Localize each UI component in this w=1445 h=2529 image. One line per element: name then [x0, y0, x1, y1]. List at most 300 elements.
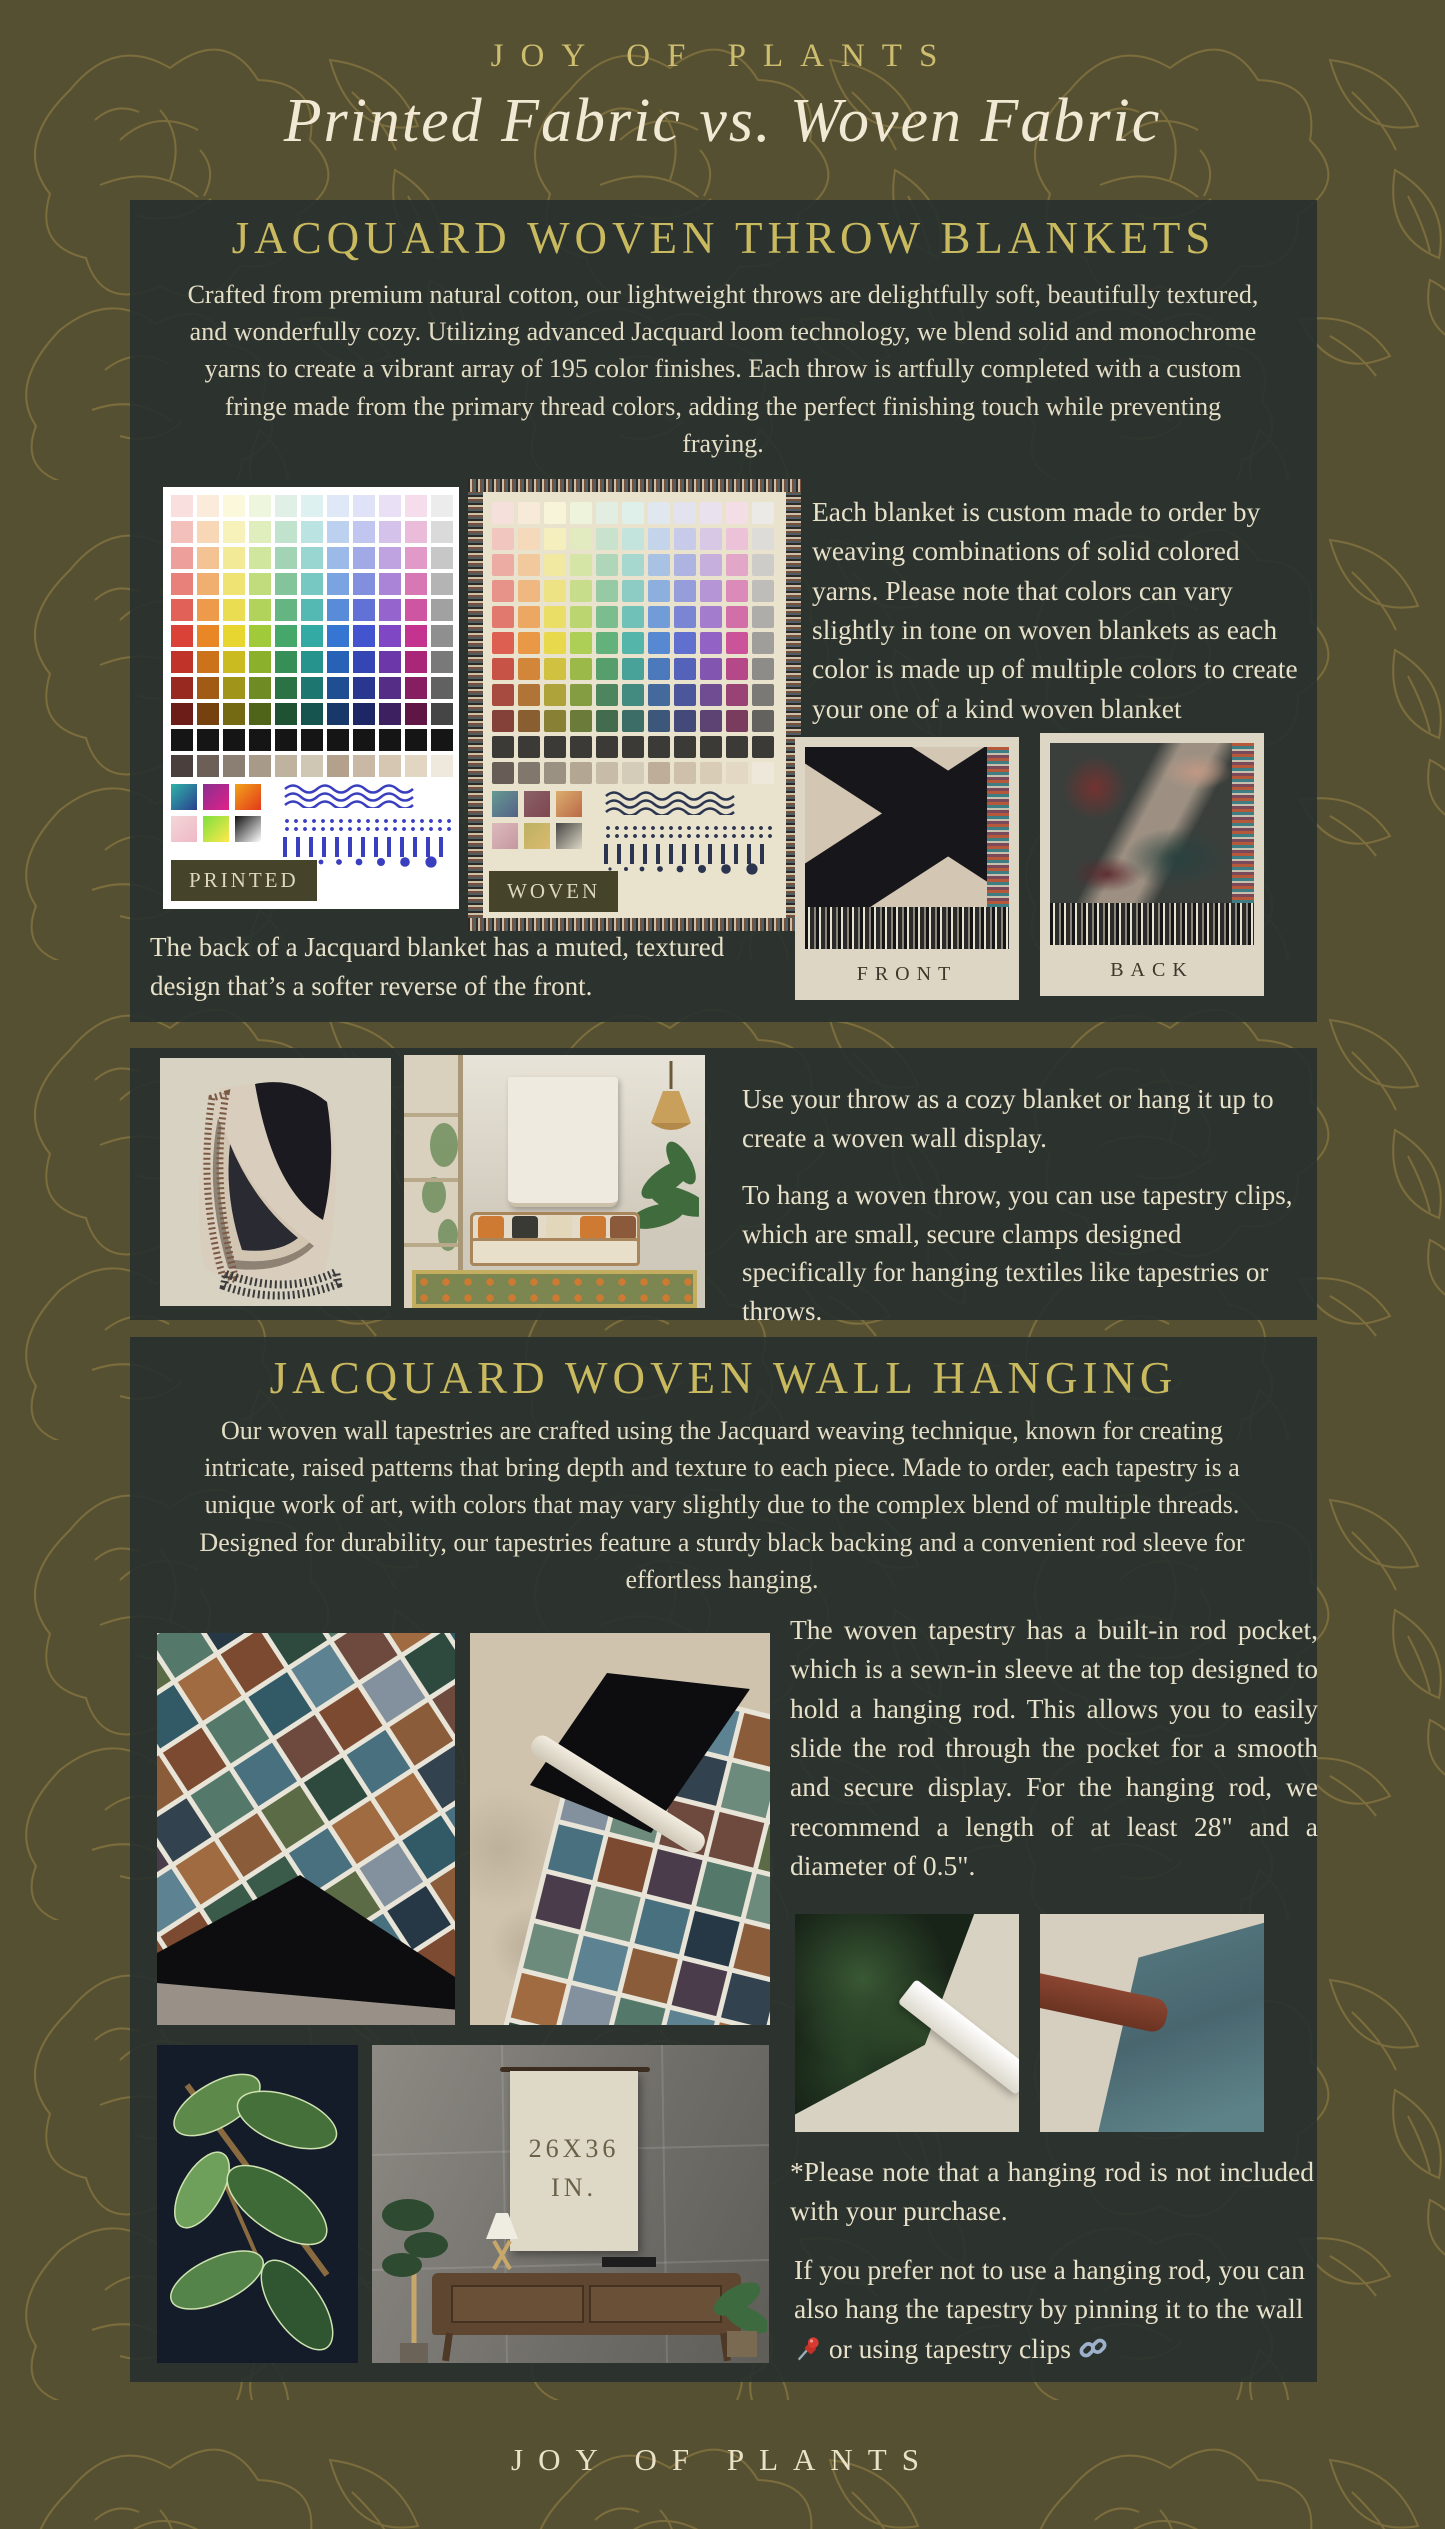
color-swatch [171, 651, 193, 673]
tapestry-tile [721, 1762, 770, 1818]
rod-pocket-wood-rod-image [1040, 1914, 1264, 2132]
color-swatch [674, 502, 696, 524]
color-swatch [518, 632, 540, 654]
color-swatch [570, 632, 592, 654]
color-swatch [492, 580, 514, 602]
fringe-top [468, 479, 801, 492]
color-swatch [301, 599, 323, 621]
gradient-swatch [203, 816, 229, 842]
tapestry-tile [523, 1923, 579, 1979]
color-swatch [648, 580, 670, 602]
pillow [610, 1216, 636, 1240]
printed-label: PRINTED [171, 860, 317, 901]
color-swatch [570, 528, 592, 550]
color-swatch [700, 632, 722, 654]
throw-blankets-intro: Crafted from premium natural cotton, our lightweight throws are delightfully soft, beautifully textured, and wonderfully cozy. Utilizing advanced Jacquard loom technology, we blend solid and monochrome yarns to create a vibrant array of 195 color finishes. Each throw is artfully completed with a custom fringe made from the primary thread colors, adding the perfect finishing touch while preventing fraying. [187, 280, 1259, 458]
color-swatch [596, 606, 618, 628]
color-swatch [431, 703, 453, 725]
size-unit: IN. [551, 2173, 597, 2202]
color-swatch [301, 521, 323, 543]
color-swatch [353, 573, 375, 595]
color-swatch [752, 736, 774, 758]
color-swatch [405, 495, 427, 517]
color-swatch [275, 625, 297, 647]
color-swatch [379, 625, 401, 647]
color-swatch [648, 658, 670, 680]
color-swatch [197, 599, 219, 621]
tapestry-tile [573, 1936, 629, 1992]
color-swatch [197, 651, 219, 673]
color-swatch [648, 606, 670, 628]
color-swatch [544, 606, 566, 628]
alternative-hanging-note [794, 2250, 1316, 2368]
gradient-swatch [235, 784, 261, 810]
color-swatch [518, 710, 540, 732]
color-swatch [700, 502, 722, 524]
color-swatch [544, 580, 566, 602]
color-swatch [431, 625, 453, 647]
back-label: BACK [1110, 959, 1194, 981]
color-swatch [431, 755, 453, 777]
color-swatch [223, 599, 245, 621]
color-swatch [700, 762, 722, 784]
color-swatch [327, 729, 349, 751]
color-swatch [405, 703, 427, 725]
color-swatch [171, 755, 193, 777]
rod-not-included-note: *Please note that a hanging rod is not included with your purchase. [790, 2156, 1314, 2227]
color-swatch [518, 580, 540, 602]
rod-pocket-white-rod-image [795, 1914, 1019, 2132]
color-swatch [275, 677, 297, 699]
alt-hang-text-2: or using tapestry clips [828, 2332, 1071, 2364]
woven-label: WOVEN [489, 871, 618, 912]
color-swatch [327, 703, 349, 725]
color-swatch [301, 755, 323, 777]
color-swatch [700, 528, 722, 550]
color-swatch [223, 703, 245, 725]
front-label: FRONT [856, 963, 958, 985]
brand-header: JOY OF PLANTS [490, 38, 955, 74]
color-swatch [327, 521, 349, 543]
color-swatch [596, 632, 618, 654]
color-swatch [223, 573, 245, 595]
color-swatch [674, 554, 696, 576]
color-swatch [379, 677, 401, 699]
color-swatch [301, 625, 323, 647]
color-swatch [726, 762, 748, 784]
pillow [546, 1216, 572, 1240]
color-swatch [197, 703, 219, 725]
color-swatch [674, 606, 696, 628]
usage-line1: Use your throw as a cozy blanket or hang it up to create a woven wall display. [742, 1084, 1274, 1153]
color-swatch [379, 521, 401, 543]
front-side-fringe [987, 747, 1009, 907]
gradient-swatch [203, 784, 229, 810]
color-swatch [249, 729, 271, 751]
woven-fabric [483, 492, 786, 918]
color-swatch [596, 528, 618, 550]
color-swatch [353, 599, 375, 621]
color-swatch [249, 573, 271, 595]
wall-hanging-intro: Our woven wall tapestries are crafted using the Jacquard weaving technique, known for creating intricate, raised patterns that bring depth and texture to each piece. Made to order, each tapestry is a unique work of art, with colors that may vary slightly due to the complex blend of multiple threads. Designed for durability, our tapestries feature a sturdy black backing and a convenient rod sleeve for effortless hanging. [199, 1416, 1245, 1594]
tapestry-tile [721, 1973, 770, 2025]
color-swatch [327, 495, 349, 517]
sofa-seat [470, 1238, 640, 1266]
tapestry-tile [634, 1899, 690, 1955]
color-swatch [275, 703, 297, 725]
color-swatch [301, 651, 323, 673]
color-swatch [752, 606, 774, 628]
color-swatch [622, 762, 644, 784]
color-swatch [379, 495, 401, 517]
color-swatch [275, 729, 297, 751]
color-swatch [405, 625, 427, 647]
pillow [512, 1216, 538, 1240]
tapestry-tile [696, 1861, 752, 1917]
rug-pattern [416, 1274, 693, 1304]
tapestry-tile [585, 1886, 641, 1942]
color-swatch [197, 677, 219, 699]
color-swatch [700, 580, 722, 602]
color-swatch [674, 658, 696, 680]
color-swatch [431, 677, 453, 699]
color-swatch [518, 528, 540, 550]
color-swatch [544, 554, 566, 576]
tapestry-front-image [157, 1633, 455, 2025]
pushpin-icon [794, 2334, 822, 2362]
color-swatch [405, 521, 427, 543]
color-swatch [249, 521, 271, 543]
link-icon [1078, 2334, 1108, 2362]
color-swatch [405, 599, 427, 621]
color-swatch [700, 684, 722, 706]
color-swatch [544, 710, 566, 732]
gradient-swatch [171, 816, 197, 842]
color-swatch [327, 547, 349, 569]
color-swatch [622, 736, 644, 758]
color-swatch [648, 710, 670, 732]
color-swatch [353, 703, 375, 725]
color-swatch [752, 658, 774, 680]
tapestry-tile [548, 1824, 604, 1880]
rod-pocket-text: The woven tapestry has a built-in rod pocket, which is a sewn-in sleeve at the top designed to hold a hanging rod. This allows you to easily slide the rod through the pocket for a smooth and secure display. For the hanging rod, we recommend a length of at least 28" and a diameter of 0.5". [790, 1614, 1318, 1881]
gradient-swatch [556, 823, 582, 849]
color-swatch [596, 736, 618, 758]
color-swatch [249, 599, 271, 621]
color-swatch [544, 632, 566, 654]
color-swatch [197, 573, 219, 595]
tapestry-tile [597, 1837, 653, 1893]
color-swatch [405, 729, 427, 751]
printed-color-chart-image [163, 487, 459, 909]
color-swatch [353, 625, 375, 647]
squiggle-pattern [604, 791, 772, 815]
color-swatch [431, 547, 453, 569]
color-swatch [171, 729, 193, 751]
color-swatch [492, 658, 514, 680]
color-swatch [622, 554, 644, 576]
color-swatch [379, 703, 401, 725]
color-swatch [544, 502, 566, 524]
color-swatch [752, 762, 774, 784]
fringe-left [468, 479, 483, 931]
printed-pattern-samples [171, 784, 451, 872]
table-lamp [472, 2211, 532, 2275]
color-swatch [223, 521, 245, 543]
size-label [510, 2129, 638, 2207]
color-swatch [596, 554, 618, 576]
squiggle-pattern [283, 784, 451, 808]
color-swatch [622, 502, 644, 524]
pillow [478, 1216, 504, 1240]
woven-swatch-grid [492, 502, 786, 784]
color-swatch [431, 651, 453, 673]
usage-line2: To hang a woven throw, you can use tapestry clips, which are small, secure clamps designed specifically for hanging textiles like tapestries or throws. [742, 1180, 1293, 1326]
tapestry-tile [647, 1849, 703, 1905]
color-swatch [752, 632, 774, 654]
color-swatch [596, 710, 618, 732]
color-swatch [726, 684, 748, 706]
color-swatch [431, 573, 453, 595]
color-swatch [171, 703, 193, 725]
color-swatch [596, 502, 618, 524]
gradient-swatch [524, 823, 550, 849]
color-swatch [197, 495, 219, 517]
color-swatch [726, 632, 748, 654]
color-swatch [405, 547, 427, 569]
corner-plant [697, 2269, 767, 2359]
color-swatch [223, 625, 245, 647]
printed-swatch-grid [171, 495, 451, 777]
color-swatch [249, 495, 271, 517]
color-swatch [648, 632, 670, 654]
dot-pattern [604, 824, 772, 840]
color-swatch [171, 547, 193, 569]
color-swatch [327, 755, 349, 777]
color-swatch [752, 528, 774, 550]
color-swatch [726, 528, 748, 550]
color-swatch [301, 495, 323, 517]
color-swatch [596, 762, 618, 784]
color-swatch [752, 502, 774, 524]
color-swatch [197, 729, 219, 751]
color-swatch [301, 729, 323, 751]
living-room-image [404, 1055, 705, 1308]
drawer [451, 2285, 585, 2323]
custom-made-note: Each blanket is custom made to order by weaving combinations of solid colored yarns. Please note that colors can vary slightly in tone on woven blankets as each color is made up of multiple colors to create your one of a kind woven blanket [812, 496, 1298, 724]
color-swatch [492, 736, 514, 758]
color-swatch [752, 580, 774, 602]
color-swatch [752, 684, 774, 706]
color-swatch [544, 684, 566, 706]
color-swatch [249, 651, 271, 673]
color-swatch [622, 606, 644, 628]
tapestry-tile [709, 1812, 765, 1868]
gradient-swatch [492, 791, 518, 817]
console-table [432, 2273, 741, 2335]
front-fabric [805, 747, 1009, 907]
color-swatch [596, 684, 618, 706]
color-swatch [752, 710, 774, 732]
color-swatch [327, 599, 349, 621]
color-swatch [492, 528, 514, 550]
color-swatch [570, 684, 592, 706]
color-swatch [648, 528, 670, 550]
color-swatch [674, 528, 696, 550]
rug [412, 1270, 697, 1308]
color-swatch [223, 547, 245, 569]
color-swatch [700, 606, 722, 628]
color-swatch [596, 580, 618, 602]
color-swatch [648, 762, 670, 784]
color-swatch [223, 495, 245, 517]
color-swatch [197, 755, 219, 777]
color-swatch [327, 677, 349, 699]
color-swatch [405, 651, 427, 673]
tapestry-tile [511, 1973, 567, 2025]
tapestry-tile [622, 1948, 678, 2004]
color-swatch [379, 729, 401, 751]
woven-pattern-samples [492, 791, 786, 879]
color-swatch [353, 677, 375, 699]
color-swatch [622, 580, 644, 602]
color-swatch [700, 710, 722, 732]
color-swatch [249, 703, 271, 725]
back-fabric [1050, 743, 1254, 903]
color-swatch [518, 684, 540, 706]
tapestry-tile [672, 1960, 728, 2016]
color-swatch [275, 651, 297, 673]
color-swatch [379, 547, 401, 569]
color-swatch [492, 710, 514, 732]
gradient-swatch [235, 816, 261, 842]
color-swatch [405, 573, 427, 595]
color-swatch [622, 710, 644, 732]
color-swatch [726, 554, 748, 576]
color-swatch [648, 554, 670, 576]
gradient-swatch [524, 791, 550, 817]
gradient-swatch [492, 823, 518, 849]
alt-hang-text-1: If you prefer not to use a hanging rod, you can also hang the tapestry by pinning it to the wall [794, 2254, 1305, 2325]
tapestry-backing-image [470, 1633, 770, 2025]
color-swatch [648, 736, 670, 758]
color-swatch [353, 521, 375, 543]
color-swatch [275, 547, 297, 569]
color-swatch [518, 658, 540, 680]
color-swatch [379, 651, 401, 673]
gradient-swatches [171, 784, 261, 842]
color-swatch [301, 547, 323, 569]
color-swatch [726, 580, 748, 602]
color-swatch [223, 677, 245, 699]
color-swatch [726, 658, 748, 680]
dot-size-scale [604, 857, 774, 877]
color-swatch [726, 736, 748, 758]
color-swatch [492, 606, 514, 628]
back-bottom-fringe [1050, 903, 1254, 945]
color-swatch [622, 528, 644, 550]
color-swatch [171, 573, 193, 595]
color-swatch [726, 710, 748, 732]
gradient-swatch [556, 791, 582, 817]
color-swatch [379, 755, 401, 777]
color-swatch [648, 684, 670, 706]
color-swatch [674, 762, 696, 784]
color-swatch [544, 528, 566, 550]
color-swatch [596, 658, 618, 680]
tapestry-tile [535, 1874, 591, 1930]
color-swatch [700, 658, 722, 680]
color-swatch [353, 729, 375, 751]
color-swatch [249, 677, 271, 699]
color-swatch [570, 762, 592, 784]
color-swatch [544, 736, 566, 758]
color-swatch [405, 677, 427, 699]
color-swatch [518, 606, 540, 628]
color-swatch [544, 658, 566, 680]
color-swatch [700, 736, 722, 758]
tapestry-sleeve-fabric [795, 1914, 1019, 2132]
color-swatch [379, 573, 401, 595]
woven-gradient-swatches [492, 791, 582, 849]
color-swatch [431, 729, 453, 751]
color-swatch [171, 599, 193, 621]
color-swatch [197, 547, 219, 569]
color-swatch [301, 573, 323, 595]
color-swatch [327, 625, 349, 647]
woven-blanket-image [468, 479, 801, 931]
color-swatch [171, 677, 193, 699]
folded-throw-illustration [160, 1058, 391, 1306]
dot-pattern [283, 817, 451, 833]
color-swatch [570, 710, 592, 732]
color-swatch [518, 736, 540, 758]
color-swatch [405, 755, 427, 777]
leaf-illustration [157, 2045, 358, 2363]
tapestry-tile [684, 1911, 740, 1967]
color-swatch [353, 755, 375, 777]
color-swatch [249, 755, 271, 777]
sofa [470, 1212, 640, 1274]
color-swatch [353, 547, 375, 569]
color-swatch [518, 502, 540, 524]
color-swatch [544, 762, 566, 784]
tapestry-tile [560, 1985, 616, 2025]
section-title-wall-hanging: JACQUARD WOVEN WALL HANGING [269, 1353, 1178, 1403]
color-swatch [431, 599, 453, 621]
gradient-swatch [171, 784, 197, 810]
leaf-tapestry-image [157, 2045, 358, 2363]
color-swatch [301, 703, 323, 725]
color-swatch [249, 547, 271, 569]
tapestry-tile [733, 1713, 770, 1769]
color-swatch [674, 684, 696, 706]
color-swatch [492, 632, 514, 654]
back-of-blanket-note: The back of a Jacquard blanket has a muted, textured design that’s a softer reverse of the front. [150, 932, 725, 1001]
color-swatch [570, 554, 592, 576]
pillow [580, 1216, 606, 1240]
color-swatch [726, 606, 748, 628]
tapestry-tile [733, 1923, 770, 1979]
color-swatch [570, 606, 592, 628]
color-swatch [379, 599, 401, 621]
color-swatch [275, 755, 297, 777]
color-swatch [171, 521, 193, 543]
color-swatch [327, 573, 349, 595]
color-swatch [570, 736, 592, 758]
color-swatch [223, 755, 245, 777]
color-swatch [275, 521, 297, 543]
